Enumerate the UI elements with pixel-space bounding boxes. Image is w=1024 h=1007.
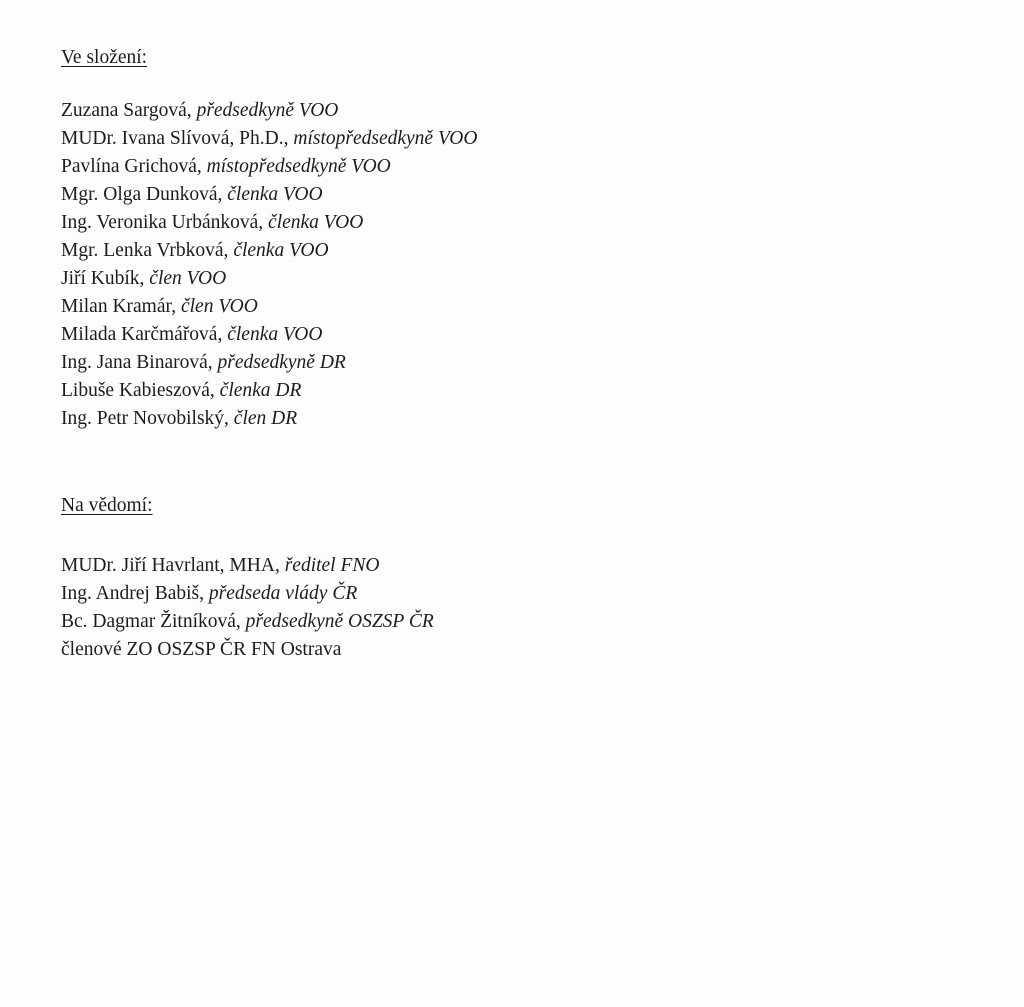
member-name: Zuzana Sargová,	[61, 100, 197, 121]
member-row	[61, 349, 961, 377]
recipient-role: ředitel FNO	[284, 555, 380, 576]
recipient-role: předsedkyně OSZSP ČR	[245, 611, 434, 632]
member-role: členka DR	[219, 380, 302, 401]
member-name: Ing. Veronika Urbánková,	[61, 212, 269, 233]
member-role: místopředsedkyně VOO	[293, 128, 478, 149]
member-row	[61, 377, 961, 405]
member-role: člen VOO	[149, 268, 227, 289]
member-role: místopředsedkyně VOO	[206, 156, 391, 177]
notice-heading: Na vědomí:	[61, 495, 153, 516]
member-row	[61, 125, 961, 153]
composition-heading: Ve složení:	[61, 47, 148, 68]
member-row	[61, 405, 961, 433]
member-name: Pavlína Grichová,	[61, 156, 207, 177]
recipient-name: MUDr. Jiří Havrlant, MHA,	[61, 555, 285, 576]
member-name: MUDr. Ivana Slívová, Ph.D.,	[61, 128, 294, 149]
member-role: členka VOO	[268, 212, 364, 233]
member-row	[61, 153, 961, 181]
member-role: předsedkyně VOO	[196, 100, 339, 121]
notice-section	[61, 492, 961, 664]
member-role: předsedkyně DR	[217, 352, 346, 373]
recipient-name: Ing. Andrej Babiš,	[61, 583, 209, 604]
member-row	[61, 209, 961, 237]
recipient-role: předseda vlády ČR	[208, 583, 358, 604]
member-name: Mgr. Olga Dunková,	[61, 184, 228, 205]
member-role: členka VOO	[227, 324, 323, 345]
recipient-row	[61, 552, 961, 580]
member-name: Ing. Petr Novobilský,	[61, 408, 234, 429]
recipient-row	[61, 580, 961, 608]
member-name: Mgr. Lenka Vrbková,	[61, 240, 234, 261]
member-row	[61, 321, 961, 349]
composition-section	[61, 44, 961, 433]
member-role: člen VOO	[180, 296, 258, 317]
recipient-row	[61, 636, 961, 664]
recipient-name: členové ZO OSZSP ČR FN Ostrava	[61, 639, 342, 660]
member-row	[61, 181, 961, 209]
member-row	[61, 97, 961, 125]
notice-list	[61, 552, 961, 664]
member-name: Ing. Jana Binarová,	[61, 352, 218, 373]
member-row	[61, 265, 961, 293]
member-name: Jiří Kubík,	[61, 268, 150, 289]
recipient-row	[61, 608, 961, 636]
member-role: členka VOO	[233, 240, 329, 261]
recipient-name: Bc. Dagmar Žitníková,	[61, 611, 246, 632]
member-name: Libuše Kabieszová,	[61, 380, 220, 401]
member-row	[61, 293, 961, 321]
member-row	[61, 237, 961, 265]
member-name: Milan Kramár,	[61, 296, 181, 317]
member-role: člen DR	[233, 408, 298, 429]
member-role: členka VOO	[227, 184, 323, 205]
member-name: Milada Karčmářová,	[61, 324, 228, 345]
composition-list	[61, 97, 961, 433]
